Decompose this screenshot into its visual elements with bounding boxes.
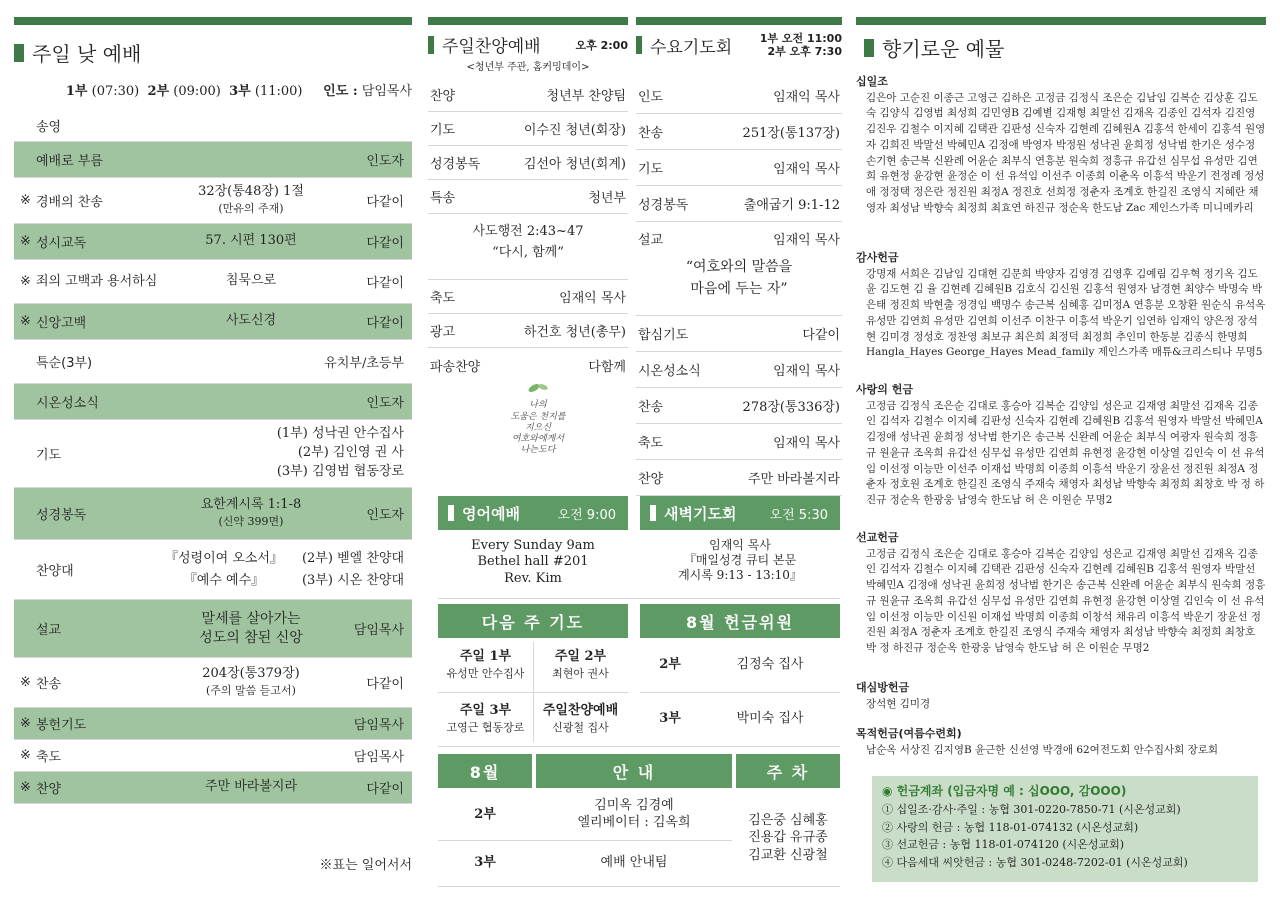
row-label: 찬양대 [36, 564, 74, 579]
scripture-ref: 요한계시록 1:1-8 [200, 496, 302, 512]
next-week-cell [533, 696, 628, 742]
offerings-title [864, 33, 1004, 62]
row-detail [168, 666, 334, 700]
hymn-number: 204장(통379장) [202, 665, 300, 681]
row-label: 찬양 [430, 89, 456, 104]
worship-row [14, 772, 412, 804]
row-label: 합심기도 [638, 328, 689, 343]
offering-names: 고정금 김정식 조은순 김대로 홍승아 김복순 김양임 성은교 김재영 최말선 김재옥 김종인 김석자 김철수 이지혜 김택관 김판성 신숙자 김현례 김혜원B 김홍석 원영자 박말선 박혜민A 김정애 성낙권 윤희정 성낙범 한기은 송근복 신완례 어윤순 최부식 원숙희 정흥규 원윤규 조옥희 유갑선 심무섭 유성만 김연희 유현정 윤강현 이상열 김인숙 이 선 유석임 이선정 이능만 이신원 이재섭 박명희 이종희 이창석 채유리 이흥석 박운기 장윤선 정진원 최정A 정춘자 조계호 한길진 조영식 주재숙 채영자 최성남 박향숙 최정희 최창호 박 정 하진규 정순옥 한광웅 남영숙 한도남 허 은 이원순 무명2 [866, 547, 1266, 654]
english-line-1: Every Sunday 9am [471, 538, 595, 553]
row-label: 죄의 고백과 용서하심 [36, 273, 158, 289]
standing-mark: ※ [20, 780, 31, 795]
dawn-prayer-time: 오전 5:30 [769, 507, 828, 523]
offering-heading: 감사헌금 [856, 251, 899, 264]
praise-service-title-text: 주일찬양예배 [442, 37, 541, 57]
next-week-cell [438, 696, 533, 742]
time-2: 2부 오후 7:30 [767, 45, 842, 59]
order-of-worship [14, 110, 412, 804]
row-value: 청년부 찬양팀 [546, 89, 626, 104]
row-value: 청년부 [588, 191, 626, 206]
standing-mark: ※ [20, 716, 31, 731]
row-label: 찬송 [638, 126, 664, 141]
top-bar-col1 [14, 17, 412, 25]
row-label: 인도 [638, 90, 664, 105]
row-leader: 담임목사 [353, 750, 404, 765]
offering-names: 김은아 고순진 이종근 고영근 김하은 고정금 김정식 조은순 김남임 김복순 김상훈 김도숙 김양식 김영범 최성희 김민영B 김예별 김재형 최말선 김재옥 김종인 김석자 김진영 김진우 김철수 이지혜 김택관 김판성 신숙자 김현례 김혜원A 김홍석 한세이 김홍석 원영자 김희진 박말선 박혜민A 김정애 박영자 박정원 성낙권 윤희정 성낙범 한기은 성수정 손기현 송근복 신완례 어윤순 최부식 연흥분 원숙희 정흥규 유갑선 심무섭 유성만 김연희 유현정 윤강현 윤정순 이 선 유석임 이선주 이종희 이춘옥 이흥석 박운기 전정례 정성애 정정택 정은란 정진원 최정A 정진호 선희정 정춘자 조계호 한길진 조영식 지혜란 채영자 최성남 박향숙 최정희 최효연 하진규 정순옥 한도남 Zac 제인스가족 미니메카리 [866, 91, 1266, 214]
usher-names: 예배 안내팀 [600, 854, 668, 870]
row-value: 이수진 청년(회장) [523, 123, 626, 138]
praise-row [428, 146, 628, 180]
prayer-3: (3부) 김영범 협동장로 [276, 463, 404, 479]
praise-service-subtitle: <청년부 주관, 홈커밍데이> [466, 62, 590, 73]
offering-names: 장석현 김미경 [866, 697, 931, 710]
row-leader: 인도자 [366, 508, 404, 523]
dawn-line-2: 『매일성경 큐티 본문 [683, 553, 797, 567]
calli-line-2: 도움은 천지를 [510, 411, 566, 422]
row-label: 기도 [430, 123, 456, 138]
choir-name-1: (2부) 벧엘 찬양대 [301, 551, 404, 567]
standing-footnote: ※표는 일어서서 [319, 858, 412, 873]
row-label: 광고 [430, 325, 456, 340]
calligraphy-verse [498, 380, 578, 470]
row-value: 주만 바라볼지라 [747, 472, 840, 487]
row-label: 기도 [638, 162, 664, 177]
scripture-page: (신약 399면) [218, 514, 284, 528]
worship-row [14, 142, 412, 178]
row-label: 기도 [36, 448, 62, 463]
sermon-line-2: 성도의 참된 신앙 [199, 629, 303, 646]
row-leader: 다같이 [366, 677, 404, 692]
committee-value [700, 696, 840, 742]
guide-label-text: 3부 [474, 854, 496, 870]
leader-label: 인도 : [323, 84, 358, 99]
row-label: 축도 [36, 750, 62, 765]
praise-row [428, 112, 628, 146]
dawn-line-3: 계시록 9:13 - 13:10』 [678, 568, 802, 582]
row-value: 임재익 목사 [773, 162, 840, 177]
praise-service-order [428, 78, 628, 382]
wednesday-row [636, 316, 842, 352]
offering-section-tithe [856, 74, 1266, 217]
divider [438, 746, 840, 747]
row-value: 다함께 [588, 359, 626, 375]
next-week-cell [533, 642, 628, 688]
dawn-prayer-title: 새벽기도회 [664, 504, 737, 523]
worship-row [14, 740, 412, 772]
offering-heading: 대심방헌금 [856, 681, 910, 694]
header-square-icon [650, 505, 656, 521]
row-leader: 다같이 [366, 195, 404, 210]
standing-mark: ※ [20, 675, 31, 690]
next-week-prayer-header: 다음 주 기도 [438, 604, 628, 638]
row-value: 김선아 청년(회계) [523, 157, 626, 172]
guide-label-text: 2부 [474, 806, 496, 822]
sermon-line-1: 말세를 살아가는 [201, 611, 301, 628]
row-label: 파송찬양 [430, 359, 481, 375]
worship-row [14, 260, 412, 304]
choir-list [146, 548, 302, 591]
row-value: 임재익 목사 [773, 436, 840, 451]
row-detail: 사도신경 [225, 313, 277, 329]
english-line-3: Rev. Kim [504, 570, 562, 586]
row-label: 찬송 [638, 400, 664, 415]
bank-accounts-box [872, 776, 1258, 882]
sunday-service-title-text: 주일 낮 예배 [32, 42, 142, 66]
committee-label-text: 2부 [659, 656, 681, 672]
row-label: 축도 [638, 436, 664, 451]
elevator-usher: 엘리베이터 : 김옥희 [577, 815, 691, 830]
row-label: 성시교독 [36, 236, 87, 251]
row-label: 설교 [638, 232, 664, 248]
worship-row [14, 600, 412, 658]
row-label: 성경봉독 [36, 508, 87, 523]
calli-line-3: 지으신 [524, 422, 552, 433]
row-value: 251장(통137장) [742, 126, 840, 141]
title-square-icon [428, 36, 434, 54]
worship-row [14, 540, 412, 600]
divider [640, 692, 840, 693]
offering-names: 강명재 서희은 김남임 김대현 김문희 박양자 김영경 김영후 김예림 김우혁 정기옥 김도윤 김도현 김 율 김현례 김혜원B 김호식 김신원 김홍석 원영자 남경현 최양수 박명숙 박은태 정진희 박현출 정경임 백명수 송근복 심혜홍 김미정A 연흥분 오창환 원순식 유석옥 유성만 김연희 유성만 김연희 이선주 이찬구 이흥석 박운기 임연하 임재익 양은정 장석현 김미경 정성호 정찬영 최보규 최은희 최정덕 최정희 추인미 한동분 김종식 한명희 Hangla_Hayes George_Hayes Mead_family 제인스가족 매튜&크리스티나 무명5 [866, 267, 1266, 359]
row-label: 찬송 [36, 677, 62, 692]
parking-line-1: 김은중 심혜홍 [748, 812, 828, 828]
praise-row [428, 78, 628, 112]
worship-row [14, 304, 412, 340]
dawn-line-1: 임재익 목사 [709, 538, 771, 552]
wednesday-sermon-line-2: 마음에 두는 자” [690, 281, 788, 298]
usher-names: 김미옥 김경예 [594, 798, 674, 814]
guide-ushers [536, 792, 732, 838]
guide-month-header: 8월 [438, 754, 532, 788]
wednesday-sermon-line-1: “여호와의 말씀을 [685, 259, 793, 275]
guide-label [438, 792, 532, 838]
divider [438, 840, 732, 841]
bank-account-line: ④ 다음세대 씨앗헌금 : 농협 301-0248-7202-01 (시온성교회) [882, 855, 1188, 869]
row-leader: 담임목사 [353, 623, 404, 638]
worship-row [14, 340, 412, 384]
praise-row [428, 348, 628, 382]
english-line-2: Bethel hall #201 [477, 554, 589, 570]
wednesday-row [636, 424, 842, 460]
offering-heading: 목적헌금(여름수련회) [856, 727, 962, 740]
row-label: 시온성소식 [638, 364, 701, 379]
offering-committee-header: 8월 헌금위원 [640, 604, 840, 638]
row-leader: 다같이 [366, 276, 404, 291]
row-label: 성경봉독 [638, 198, 689, 213]
wednesday-row [636, 78, 842, 114]
standing-mark: ※ [20, 274, 31, 289]
row-label: 시온성소식 [36, 396, 99, 411]
committee-value-text: 박미숙 집사 [736, 710, 804, 726]
sermon-title [168, 610, 334, 646]
wednesday-row [636, 388, 842, 424]
schedule-2: 2부 [147, 84, 170, 99]
guide-label [438, 842, 532, 884]
praise-scripture: 사도행전 2:43~47 [472, 224, 584, 239]
prayer-list [168, 425, 404, 482]
row-value: 임재익 목사 [773, 90, 840, 105]
row-value: 임재익 목사 [773, 232, 840, 248]
row-label: 성경봉독 [430, 157, 481, 172]
english-service-time: 오전 9:00 [557, 507, 616, 523]
bank-account-line: ① 십일조·감사·주일 : 농협 301-0220-7850-71 (시온성교회) [882, 803, 1181, 817]
cell-value: 신광철 집사 [552, 721, 609, 735]
standing-mark: ※ [20, 314, 31, 329]
cell-heading: 주일 2부 [554, 649, 607, 665]
row-label: 봉헌기도 [36, 718, 87, 733]
worship-row [14, 488, 412, 540]
wednesday-prayer-title-text: 수요기도회 [650, 37, 733, 58]
wednesday-prayer-times [760, 32, 842, 58]
next-week-cell [438, 642, 533, 688]
divider [438, 886, 840, 887]
offering-section-love [856, 382, 1266, 509]
wednesday-row [636, 186, 842, 222]
wednesday-row [636, 222, 842, 254]
top-bar-col2 [428, 17, 628, 25]
praise-sermon [428, 214, 628, 280]
row-label: 찬양 [36, 782, 62, 797]
cell-heading: 주일 3부 [459, 703, 512, 719]
cell-heading: 주일 1부 [459, 649, 512, 665]
row-leader: 다같이 [366, 236, 404, 251]
row-detail [168, 497, 334, 531]
offering-section-thanks [856, 250, 1266, 361]
title-square-icon [14, 44, 24, 62]
row-value: 다같이 [802, 328, 840, 343]
hymn-title: (만유의 주재) [218, 201, 284, 215]
worship-row [14, 708, 412, 740]
row-label: 특순(3부) [36, 356, 93, 371]
committee-label-text: 3부 [659, 710, 681, 726]
committee-value [700, 642, 840, 688]
schedule-3-time: (11:00) [254, 84, 303, 99]
row-detail: 주만 바라볼지라 [204, 779, 298, 795]
wednesday-row [636, 352, 842, 388]
schedule-1-time: (07:30) [91, 84, 140, 99]
bank-account-line: ③ 선교헌금 : 농협 118-01-074120 (시온성교회) [882, 838, 1125, 852]
row-value: 하건호 청년(총무) [523, 325, 626, 340]
choir-names [302, 548, 404, 591]
row-label: 축도 [430, 291, 456, 306]
parking-line-2: 진용갑 유규종 [748, 830, 828, 846]
bank-account-line: ② 사랑의 헌금 : 농협 118-01-074132 (시온성교회) [882, 820, 1139, 834]
row-leader: 담임목사 [353, 718, 404, 733]
english-service-info [438, 538, 628, 587]
prayer-2: (2부) 김인영 권 사 [297, 445, 404, 461]
praise-row [428, 314, 628, 348]
offering-heading: 사랑의 헌금 [856, 383, 913, 396]
choir-song-2: 『예수 예수』 [183, 572, 265, 588]
parking-list [736, 792, 840, 884]
row-label: 특송 [430, 191, 456, 206]
row-label: 찬양 [638, 472, 664, 487]
prayer-1: (1부) 성낙권 안수집사 [276, 426, 404, 442]
standing-mark: ※ [20, 748, 31, 763]
offering-section-mission [856, 530, 1266, 657]
worship-row [14, 224, 412, 260]
row-leader: 인도자 [366, 154, 404, 169]
divider [438, 598, 840, 599]
committee-label [640, 696, 700, 742]
worship-row [14, 110, 412, 142]
worship-row [14, 420, 412, 488]
sunday-service-title [14, 38, 141, 67]
wednesday-row [636, 460, 842, 496]
schedule-3: 3부 [229, 84, 251, 99]
schedule-2-time: (09:00) [173, 84, 221, 99]
row-value: 임재익 목사 [559, 291, 626, 306]
praise-row [428, 180, 628, 214]
wednesday-sermon [636, 254, 842, 316]
service-schedule [14, 80, 412, 99]
english-service-header [438, 496, 628, 530]
row-label: 송영 [36, 120, 62, 135]
hymn-title: (주의 말씀 듣고서) [206, 683, 296, 697]
row-detail: 침묵으로 [225, 273, 277, 289]
cell-value: 고영근 협동장로 [446, 721, 525, 735]
cell-value: 유성만 안수집사 [446, 667, 525, 681]
praise-service-title [428, 32, 628, 57]
offering-names: 남순옥 서상진 김지영B 윤근한 신선영 박경애 62여전도회 안수집사회 장로회 [866, 743, 1219, 756]
cell-heading: 주일찬양예배 [542, 703, 619, 719]
worship-row [14, 658, 412, 708]
parking-line-3: 김교환 신광철 [748, 847, 828, 863]
schedule-1: 1부 [65, 84, 88, 99]
guide-usher-header: 안 내 [536, 754, 732, 788]
calli-line-4: 여호와에게서 [511, 434, 565, 444]
offering-section-purpose [856, 726, 1266, 758]
offering-section-visitation [856, 680, 1266, 712]
hymn-number: 32장(통48장) 1절 [198, 183, 304, 199]
dawn-prayer-info [640, 538, 840, 583]
choir-name-2: (3부) 시온 찬양대 [301, 572, 404, 588]
row-value: 임재익 목사 [773, 364, 840, 379]
choir-song-1: 『성령이여 오소서』 [164, 551, 283, 567]
offering-heading: 선교헌금 [856, 531, 899, 544]
calli-line-5: 나는도다 [520, 445, 556, 456]
worship-row [14, 384, 412, 420]
row-leader: 인도자 [366, 396, 404, 411]
row-label: 설교 [36, 623, 62, 638]
leader-value: 담임목사 [361, 84, 412, 99]
praise-row [428, 280, 628, 314]
wednesday-row [636, 150, 842, 186]
guide-ushers [536, 842, 732, 884]
time-1: 1부 오전 11:00 [759, 32, 842, 45]
wednesday-prayer-title [636, 32, 842, 58]
leaf-icon [526, 380, 550, 396]
row-leader: 다같이 [366, 782, 404, 797]
top-bar-col3 [636, 17, 842, 25]
offerings-title-text: 향기로운 예물 [882, 37, 1005, 61]
offering-names: 고정금 김정식 조은순 김대로 홍승아 김복순 김양임 성은교 김재영 최말선 김재옥 김종인 김석자 김철수 이지혜 김판성 신숙자 김현례 김혜원B 김홍석 원영자 박말선 박혜민A 김정애 성낙권 윤희정 성낙범 한기은 송근복 신완례 어윤순 최부식 여광자 원숙희 정흥규 원윤규 조옥희 유갑선 심무섭 유성만 김연희 유현정 윤강현 이상열 김인숙 이 선 유석임 이선정 이능만 이선주 이재섭 박명희 이종희 이흥석 박운기 장윤선 정진원 최정A 정춘자 정호원 조계호 한길진 조영식 주재숙 채영자 최성남 박향숙 최정희 최창호 박 정 하진규 정순옥 한광웅 남영숙 한도남 허 은 이원순 무명2 [866, 399, 1265, 506]
row-label: 신앙고백 [36, 316, 87, 331]
guide-parking-header: 주 차 [736, 754, 840, 788]
title-square-icon [864, 39, 874, 57]
row-detail [168, 184, 334, 218]
divider [438, 692, 628, 693]
row-value: 278장(통336장) [742, 400, 840, 415]
row-label: 경배의 찬송 [36, 195, 103, 210]
cell-value: 최현아 권사 [552, 667, 609, 681]
praise-service-time: 오후 2:00 [575, 38, 628, 52]
offering-heading: 십일조 [856, 75, 888, 88]
row-detail: 57. 시편 130편 [205, 233, 297, 249]
top-bar-col4 [856, 17, 1266, 25]
committee-value-text: 김정숙 집사 [736, 656, 804, 672]
english-service-title: 영어예배 [462, 504, 520, 523]
standing-mark: ※ [20, 234, 31, 249]
wednesday-prayer-order [636, 78, 842, 496]
dawn-prayer-header [640, 496, 840, 530]
row-leader: 다같이 [366, 316, 404, 331]
wednesday-row [636, 114, 842, 150]
row-label: 예배로 부름 [36, 154, 103, 169]
worship-row [14, 178, 412, 224]
row-leader: 유치부/초등부 [324, 356, 404, 371]
standing-mark: ※ [20, 193, 31, 208]
header-square-icon [448, 505, 454, 521]
calli-line-1: 나의 [529, 400, 547, 411]
title-square-icon [636, 36, 642, 54]
praise-sermon-title: “다시, 함께” [492, 244, 564, 260]
committee-label [640, 642, 700, 688]
row-value: 출애굽기 9:1-12 [743, 198, 840, 213]
bank-accounts-heading: ◉ 헌금계좌 (입금자명 예 : 십OOO, 감OOO) [882, 784, 1127, 798]
